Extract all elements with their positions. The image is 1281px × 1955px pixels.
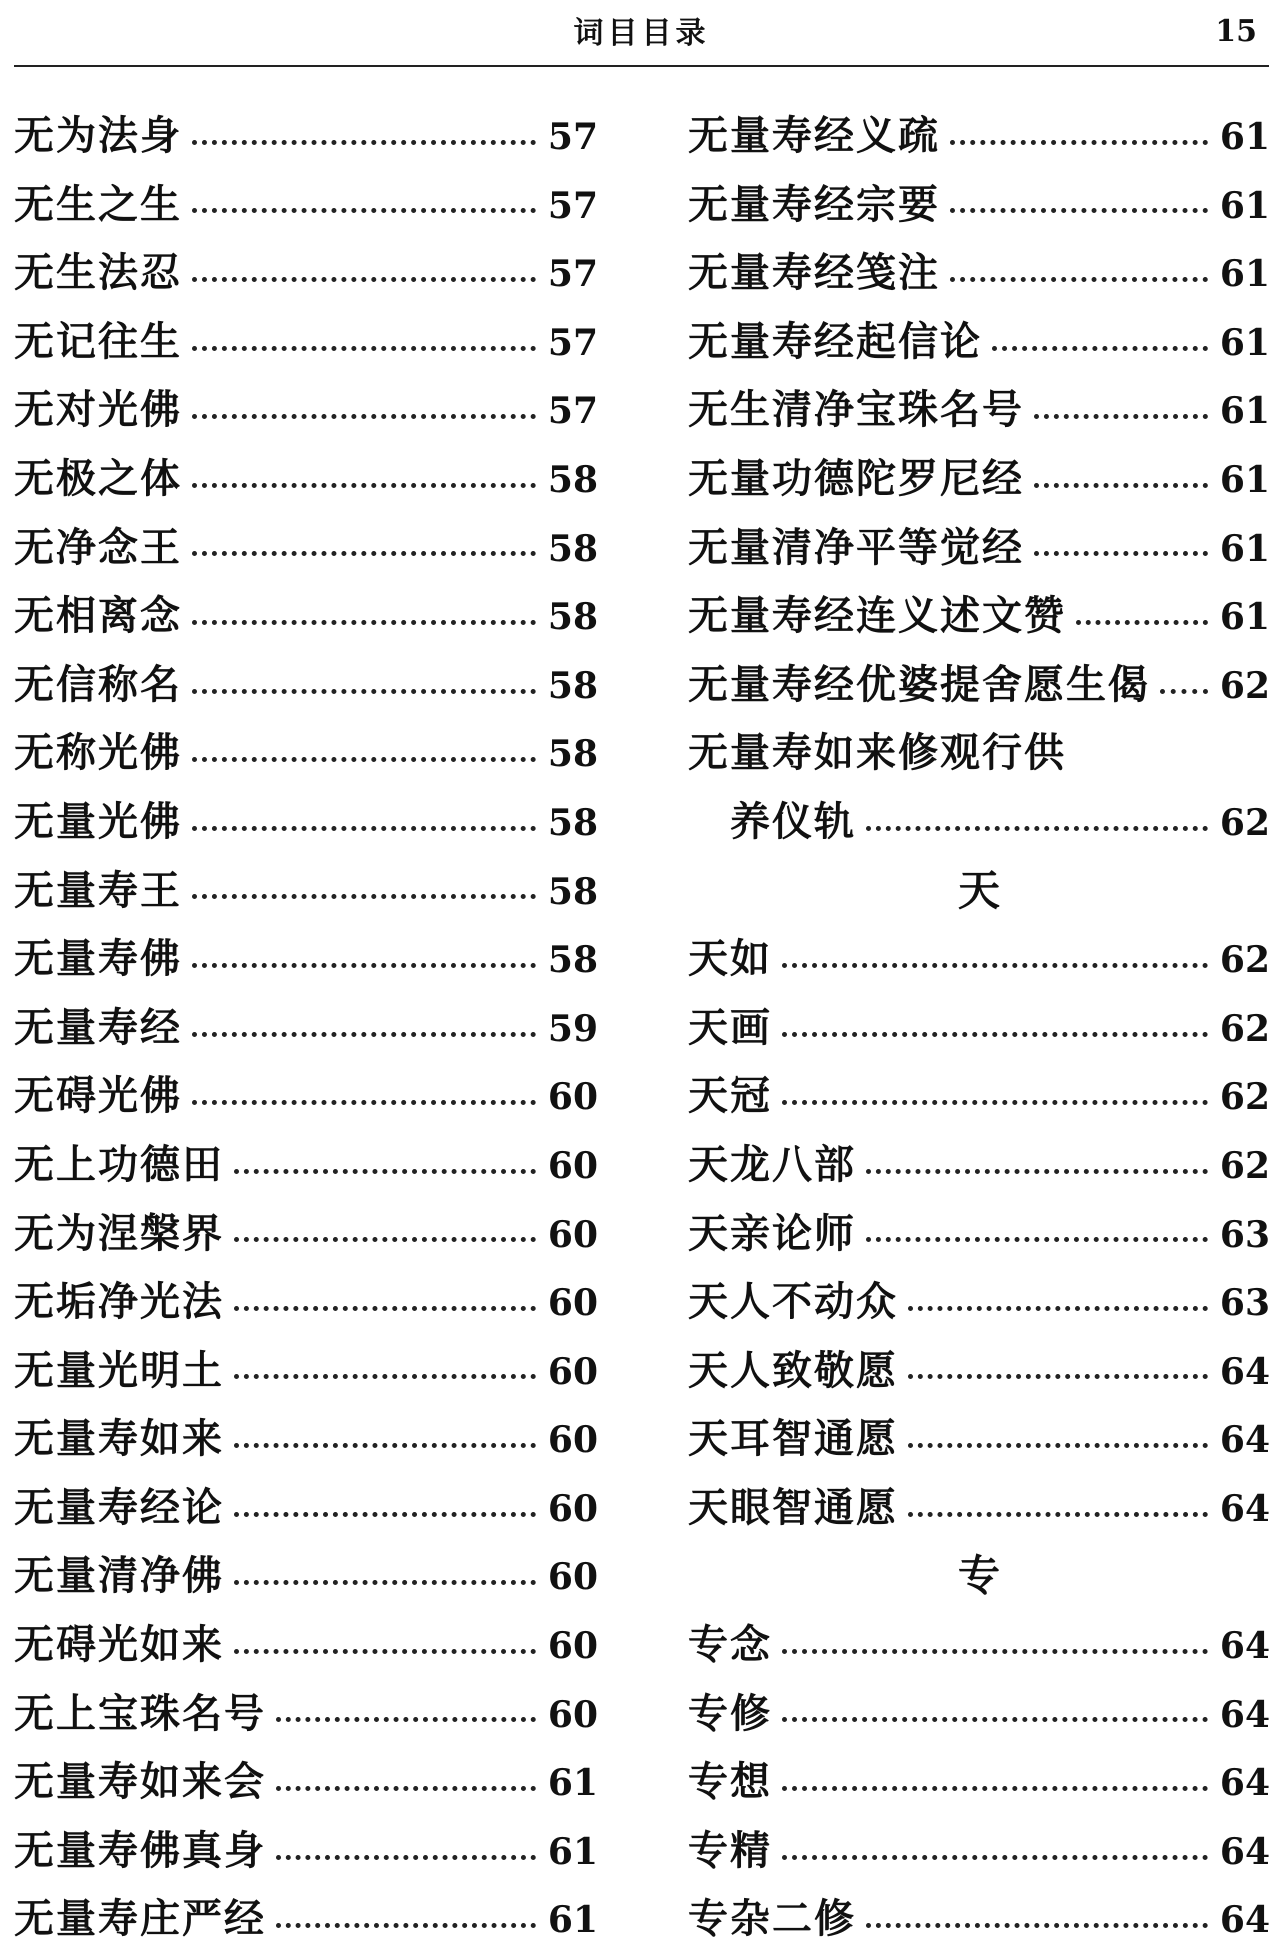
index-entry: [688, 1131, 1270, 1200]
dot-leader: [908, 1374, 1208, 1379]
entry-term: 天如: [688, 935, 772, 983]
dot-leader: [192, 894, 536, 899]
entry-term: 天眼智通愿: [688, 1483, 898, 1531]
entry-term: 专想: [688, 1758, 772, 1806]
index-entry: [688, 651, 1270, 720]
index-entry: [14, 1131, 598, 1200]
index-entry: [14, 788, 598, 857]
entry-page: 61: [547, 1762, 598, 1805]
dot-leader: [782, 1100, 1208, 1105]
dot-leader: [234, 1580, 536, 1585]
entry-page: 62: [1219, 1076, 1270, 1119]
entry-page: 57: [547, 253, 598, 296]
entry-term: 无量寿如来: [14, 1415, 224, 1463]
index-entry: [14, 102, 598, 171]
index-entry: [14, 376, 598, 445]
entry-page: 62: [1219, 801, 1270, 844]
index-entry: [14, 1817, 598, 1886]
entry-term: 无垢净光法: [14, 1278, 224, 1326]
entry-page: 60: [547, 1076, 598, 1119]
entry-term: 无为涅槃界: [14, 1209, 224, 1257]
index-entry: [688, 1748, 1270, 1817]
dot-leader: [192, 1032, 536, 1037]
index-entry: [14, 994, 598, 1063]
dot-leader: [1034, 414, 1208, 419]
entry-term: 无对光佛: [14, 386, 182, 434]
entry-term: 天龙八部: [688, 1140, 856, 1188]
tian-entries: [688, 925, 1270, 1542]
dot-leader: [192, 346, 536, 351]
dot-leader: [192, 208, 536, 213]
index-entry: [14, 171, 598, 240]
entry-page: 57: [547, 184, 598, 227]
index-entry-continuation: [688, 788, 1270, 857]
dot-leader: [234, 1374, 536, 1379]
index-entry: [14, 857, 598, 926]
entry-term: 无量功德陀罗尼经: [688, 454, 1024, 502]
entry-page: 64: [1219, 1762, 1270, 1805]
entry-page: 61: [1219, 390, 1270, 433]
dot-leader: [234, 1306, 536, 1311]
index-entry: [14, 719, 598, 788]
index-entry: [688, 1268, 1270, 1337]
entry-term: 无量寿佛: [14, 935, 182, 983]
dot-leader: [908, 1443, 1208, 1448]
index-entry: [688, 582, 1270, 651]
dot-leader: [192, 551, 536, 556]
dot-leader: [1034, 551, 1208, 556]
entry-page: 60: [547, 1625, 598, 1668]
dot-leader: [234, 1443, 536, 1448]
index-entry: [14, 925, 598, 994]
index-entry: [14, 651, 598, 720]
index-entry: [14, 1748, 598, 1817]
entry-page: 60: [547, 1144, 598, 1187]
dot-leader: [908, 1306, 1208, 1311]
entry-term: 天画: [688, 1003, 772, 1051]
entry-term: 无称光佛: [14, 729, 182, 777]
index-entry: [14, 1680, 598, 1749]
entry-page: 61: [1219, 253, 1270, 296]
entry-page: 58: [547, 664, 598, 707]
section-heading-zhuan: 专: [957, 1551, 1000, 1601]
entry-term: 天冠: [688, 1072, 772, 1120]
entry-term: 专杂二修: [688, 1895, 856, 1943]
index-entry: [14, 582, 598, 651]
index-entry: [688, 514, 1270, 583]
dot-leader: [234, 1649, 536, 1654]
index-entry: [14, 1200, 598, 1269]
entry-term: 无量寿庄严经: [14, 1895, 266, 1943]
entry-term: 无量寿经论: [14, 1483, 224, 1531]
entry-term: 无上功德田: [14, 1140, 224, 1188]
dot-leader: [866, 826, 1208, 831]
entry-term: 无量寿经: [14, 1003, 182, 1051]
index-entry: [688, 925, 1270, 994]
entry-term: 无量清净佛: [14, 1552, 224, 1600]
dot-leader: [992, 346, 1208, 351]
index-entry: [688, 308, 1270, 377]
index-entry: [688, 1474, 1270, 1543]
entry-page: 60: [547, 1487, 598, 1530]
entry-term: 无生清净宝珠名号: [688, 386, 1024, 434]
dot-leader: [192, 140, 536, 145]
dot-leader: [192, 963, 536, 968]
dot-leader: [192, 277, 536, 282]
dot-leader: [192, 1100, 536, 1105]
dot-leader: [782, 1786, 1208, 1791]
entry-page: 60: [547, 1556, 598, 1599]
entry-page: 61: [1219, 116, 1270, 158]
wu-entries-continued: [688, 102, 1270, 719]
dot-leader: [782, 1855, 1208, 1860]
entry-page: 64: [1219, 1625, 1270, 1668]
dot-leader: [276, 1855, 536, 1860]
entry-term: 无量寿经笺注: [688, 249, 940, 297]
index-entry: [688, 1680, 1270, 1749]
index-entry: [14, 1268, 598, 1337]
dot-leader: [1160, 689, 1208, 694]
index-entry: [14, 1062, 598, 1131]
index-entry: [14, 445, 598, 514]
index-entry: [688, 1405, 1270, 1474]
entry-term: 无上宝珠名号: [14, 1689, 266, 1737]
entry-term: 专念: [688, 1621, 772, 1669]
entry-page: 64: [1219, 1830, 1270, 1873]
index-entry: [688, 994, 1270, 1063]
index-entry: [14, 308, 598, 377]
entry-page: 64: [1219, 1419, 1270, 1462]
entry-term: 无量寿经宗要: [688, 180, 940, 228]
entry-page: 58: [547, 458, 598, 501]
index-entry: [688, 1885, 1270, 1954]
entry-page: 58: [547, 801, 598, 844]
index-entry: [14, 1542, 598, 1611]
dot-leader: [782, 1032, 1208, 1037]
entry-page: 57: [547, 390, 598, 433]
entry-page: 62: [1219, 939, 1270, 982]
index-entry: [688, 1337, 1270, 1406]
entry-term: 天亲论师: [688, 1209, 856, 1257]
dot-leader: [950, 140, 1208, 145]
dot-leader: [1034, 483, 1208, 488]
dot-leader: [782, 1649, 1208, 1654]
dot-leader: [234, 1512, 536, 1517]
entry-term: 无量寿如来修观行供: [688, 729, 1066, 777]
dot-leader: [192, 620, 536, 625]
entry-page: 58: [547, 870, 598, 913]
index-entry: [688, 1817, 1270, 1886]
index-entry: [14, 1885, 598, 1954]
entry-term: 天人不动众: [688, 1278, 898, 1326]
index-entry: [688, 1200, 1270, 1269]
entry-term: 无碍光佛: [14, 1072, 182, 1120]
entry-term: 无量清净平等觉经: [688, 523, 1024, 571]
entry-page: 60: [547, 1282, 598, 1325]
entry-page: 62: [1219, 664, 1270, 707]
entry-page: 59: [547, 1007, 598, 1050]
index-entry: [688, 1611, 1270, 1680]
entry-page: 61: [1219, 458, 1270, 501]
entry-page: 61: [1219, 321, 1270, 364]
index-entry: [14, 1405, 598, 1474]
entry-term: 无量寿经义疏: [688, 112, 940, 159]
index-entry: [14, 1474, 598, 1543]
dot-leader: [866, 1169, 1208, 1174]
page-title: 词目目录: [573, 16, 710, 51]
entry-term: 天耳智通愿: [688, 1415, 898, 1463]
dot-leader: [192, 826, 536, 831]
entry-page: 57: [547, 116, 598, 158]
entry-term: 专精: [688, 1826, 772, 1874]
entry-term: 专修: [688, 1689, 772, 1737]
dot-leader: [276, 1923, 536, 1928]
index-entry: [14, 239, 598, 308]
left-column: [14, 102, 598, 1954]
index-entry: [14, 1337, 598, 1406]
entry-page: 61: [547, 1830, 598, 1873]
index-entry: [688, 445, 1270, 514]
index-entry: [688, 239, 1270, 308]
dot-leader: [234, 1169, 536, 1174]
entry-page: 63: [1219, 1213, 1270, 1256]
entry-page: 58: [547, 939, 598, 982]
dot-leader: [908, 1512, 1208, 1517]
index-entry: [688, 102, 1270, 171]
entry-page: 58: [547, 596, 598, 639]
entry-term: 无生法忍: [14, 249, 182, 297]
entry-page: 60: [547, 1213, 598, 1256]
entry-term: 无量寿王: [14, 866, 182, 914]
entry-page: 57: [547, 321, 598, 364]
entry-term: 无相离念: [14, 592, 182, 640]
entry-page: 62: [1219, 1144, 1270, 1187]
entry-page: 61: [1219, 184, 1270, 227]
dot-leader: [234, 1237, 536, 1242]
section-heading-tian: 天: [957, 865, 1000, 915]
entry-page: 61: [1219, 527, 1270, 570]
index-entry: [688, 1062, 1270, 1131]
entry-page: 61: [547, 1899, 598, 1942]
dot-leader: [950, 277, 1208, 282]
entry-page: 61: [1219, 596, 1270, 639]
entry-page: 63: [1219, 1282, 1270, 1325]
dot-leader: [276, 1717, 536, 1722]
entry-page: 58: [547, 733, 598, 776]
entry-term: 无碍光如来: [14, 1621, 224, 1669]
dot-leader: [950, 208, 1208, 213]
entry-term: 养仪轨: [730, 797, 856, 845]
entry-term: 无生之生: [14, 180, 182, 228]
right-column: [688, 102, 1270, 1954]
dot-leader: [866, 1237, 1208, 1242]
entry-page: 60: [547, 1693, 598, 1736]
dot-leader: [782, 963, 1208, 968]
entry-page: 62: [1219, 1007, 1270, 1050]
dot-leader: [192, 414, 536, 419]
entry-term: 无记往生: [14, 317, 182, 365]
dot-leader: [192, 689, 536, 694]
entry-term: 无量寿如来会: [14, 1758, 266, 1806]
entry-term: 无信称名: [14, 660, 182, 708]
dot-leader: [1076, 620, 1208, 625]
index-entry: [688, 719, 1270, 788]
entry-term: 无量光明土: [14, 1346, 224, 1394]
dot-leader: [276, 1786, 536, 1791]
entry-term: 无净念王: [14, 523, 182, 571]
entry-page: 60: [547, 1419, 598, 1462]
entry-term: 无量寿经优婆提舍愿生偈: [688, 660, 1150, 708]
entry-term: 无极之体: [14, 454, 182, 502]
index-entry: [14, 514, 598, 583]
dot-leader: [192, 483, 536, 488]
entry-page: 58: [547, 527, 598, 570]
entry-page: 64: [1219, 1350, 1270, 1393]
index-entry: [688, 171, 1270, 240]
entry-term: 无量寿经连义述文赞: [688, 592, 1066, 640]
dot-leader: [192, 757, 536, 762]
entry-term: 无量寿佛真身: [14, 1826, 266, 1874]
zhuan-entries: [688, 1611, 1270, 1954]
page-number: 15: [1215, 14, 1257, 49]
dot-leader: [782, 1717, 1208, 1722]
entry-term: 无量寿经起信论: [688, 317, 982, 365]
index-entry: [14, 1611, 598, 1680]
entry-page: 64: [1219, 1899, 1270, 1942]
entry-term: 无量光佛: [14, 797, 182, 845]
entry-page: 60: [547, 1350, 598, 1393]
dot-leader: [866, 1923, 1208, 1928]
entry-page: 64: [1219, 1487, 1270, 1530]
entry-term: 天人致敬愿: [688, 1346, 898, 1394]
index-entry: [688, 376, 1270, 445]
page-header: [14, 0, 1269, 67]
entry-term: 无为法身: [14, 112, 182, 159]
entry-page: 64: [1219, 1693, 1270, 1736]
